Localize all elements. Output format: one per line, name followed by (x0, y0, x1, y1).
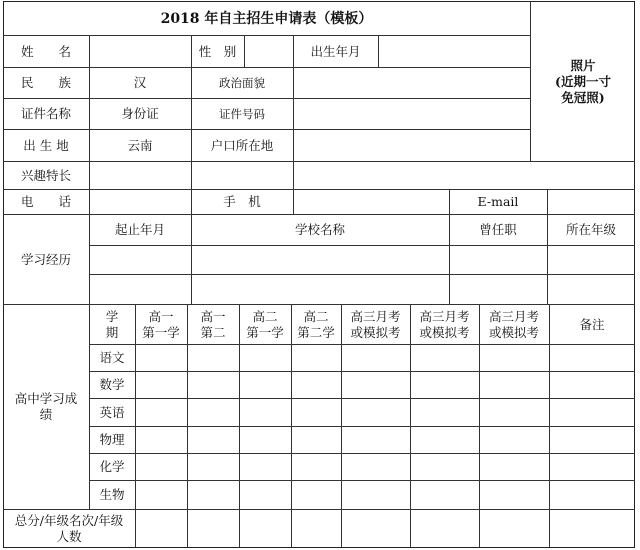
subject-label: 英语 (99, 404, 125, 420)
grid-line (89, 189, 90, 214)
school-header: 学校名称 (294, 222, 345, 237)
grid-line (3, 161, 635, 162)
grid-line (89, 161, 90, 189)
grid-line (547, 189, 548, 214)
hukou-label: 户口所在地 (210, 137, 274, 153)
term-header: 高二 第一学 (246, 308, 284, 340)
ethnicity-value: 汉 (133, 75, 147, 90)
grade-header: 所在年级 (565, 222, 616, 237)
id-type-value: 身份证 (121, 106, 159, 121)
subject-label: 生物 (99, 487, 125, 502)
form-title: 2018 年自主招生申请表（模板） (160, 10, 373, 27)
grid-line (89, 398, 635, 399)
position-header: 曾任职 (479, 222, 517, 237)
grid-line (89, 453, 635, 454)
grid-line (89, 480, 635, 481)
photo-placeholder: 照片 (近期一寸 免冠照) (555, 57, 611, 105)
name-label: 姓 名 (20, 43, 71, 59)
grid-line (293, 189, 294, 214)
remarks-header: 备注 (579, 316, 605, 332)
term-header: 高一 第一学 (142, 308, 180, 340)
grid-line (378, 35, 379, 67)
grid-line (89, 426, 635, 427)
subject-label: 物理 (99, 432, 125, 447)
email-label: E-mail (477, 194, 519, 209)
birthplace-label: 出 生 地 (23, 137, 69, 153)
ethnicity-label: 民 族 (20, 75, 71, 90)
phone-label: 电 话 (20, 194, 71, 209)
mobile-label: 手 机 (223, 194, 261, 209)
birthplace-value: 云南 (127, 137, 153, 153)
id-number-label: 证件号码 (219, 107, 265, 121)
subject-label: 数学 (99, 377, 125, 392)
grid-line (244, 35, 245, 67)
grid-line (89, 344, 635, 345)
id-type-label: 证件名称 (20, 106, 71, 121)
hobbies-label: 兴趣特长 (20, 167, 71, 183)
grid-line (89, 245, 635, 246)
grades-label: 高中学习成 绩 (14, 391, 78, 422)
subject-label: 语文 (99, 350, 125, 365)
subject-label: 化学 (99, 459, 125, 474)
grid-line (89, 274, 635, 275)
period-header: 起止年月 (114, 222, 165, 237)
term-header: 高三月考 或模拟考 (350, 308, 401, 340)
political-status-label: 政治面貌 (219, 76, 265, 90)
education-label: 学习经历 (20, 251, 71, 267)
grid-line (89, 371, 635, 372)
term-header: 高二 第二学 (297, 308, 335, 340)
gender-label: 性 别 (198, 43, 237, 59)
semester-header: 学 期 (105, 308, 119, 340)
total-rank-label: 总分/年级名次/年级 人数 (14, 512, 124, 544)
term-header: 高三月考 或模拟考 (488, 308, 539, 340)
term-header: 高一 第二 (200, 308, 226, 340)
term-header: 高三月考 或模拟考 (419, 308, 470, 340)
birth-date-label: 出生年月 (310, 43, 361, 59)
